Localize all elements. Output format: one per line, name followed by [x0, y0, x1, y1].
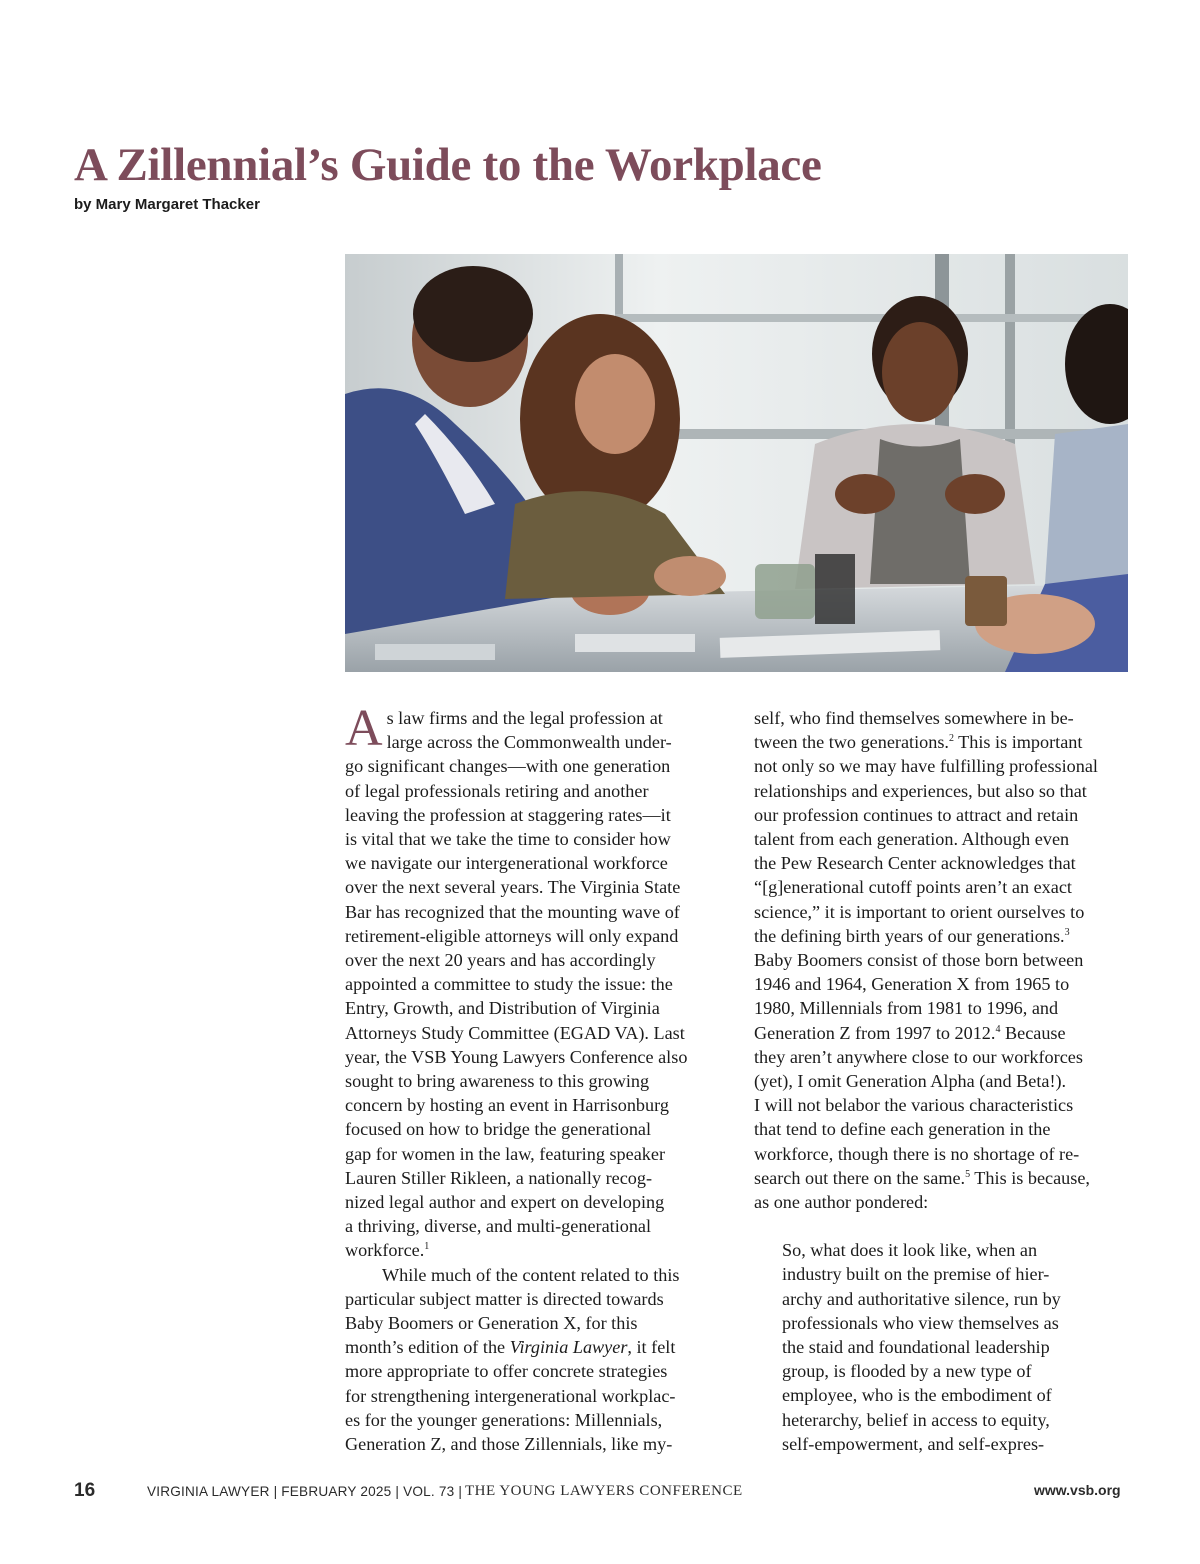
body-text-line: gap for women in the law, featuring speaker	[345, 1143, 666, 1164]
body-text-line: a thriving, diverse, and multi-generational	[345, 1216, 652, 1237]
footnote-marker: 3	[1064, 926, 1070, 938]
body-text-line: of legal professionals retiring and another	[345, 780, 649, 801]
article-byline: by Mary Margaret Thacker	[74, 196, 260, 213]
body-text-line: over the next 20 years and has accordingly	[345, 950, 656, 971]
body-text-line: for strengthening intergenerational workplac-	[345, 1385, 676, 1406]
blockquote-line: the staid and foundational leadership	[782, 1337, 1050, 1358]
body-text-line: science,” it is important to orient ourselves to	[754, 901, 1085, 922]
blockquote-line: heterarchy, belief in access to equity,	[782, 1409, 1050, 1430]
body-text-line: Baby Boomers consist of those born between	[754, 950, 1084, 971]
body-text-line: is vital that we take the time to consider how	[345, 829, 671, 850]
body-text-line: s law firms and the legal profession at	[386, 708, 663, 728]
body-text-line: not only so we may have fulfilling professional	[754, 756, 1098, 777]
body-text-line: talent from each generation. Although even	[754, 829, 1070, 850]
blockquote-line: industry built on the premise of hier-	[782, 1264, 1050, 1285]
footer-publication: VIRGINIA LAWYER | FEBRUARY 2025 | VOL. 73 |	[147, 1484, 463, 1499]
blockquote-line: self-empowerment, and self-expres-	[782, 1433, 1045, 1454]
page-footer	[0, 1482, 1200, 1506]
body-text-line: we navigate our intergenerational workforce	[345, 853, 668, 874]
body-text-line: the defining birth years of our generations.$^3$	[754, 925, 1070, 946]
body-text-line: appointed a committee to study the issue: the	[345, 974, 673, 995]
body-text-line: tween the two generations.$^2$ This is important	[754, 732, 1083, 753]
body-text-line: Entry, Growth, and Distribution of Virginia	[345, 998, 660, 1019]
meeting-photo	[345, 254, 1128, 672]
body-text-line: Bar has recognized that the mounting wave of	[345, 901, 680, 922]
blockquote-line: So, what does it look like, when an	[782, 1240, 1038, 1261]
body-text-line: they aren’t anywhere close to our workforces	[754, 1046, 1083, 1067]
left-column	[345, 700, 725, 1456]
body-text-line: 1946 and 1964, Generation X from 1965 to	[754, 974, 1070, 995]
body-text-line: our profession continues to attract and retain	[754, 804, 1079, 825]
body-text-line: es for the younger generations: Millennials,	[345, 1409, 663, 1430]
footer-url[interactable]: www.vsb.org	[1034, 1482, 1121, 1498]
meeting-photo-illustration	[345, 254, 1128, 672]
page-number: 16	[74, 1480, 96, 1501]
body-text-line: as one author pondered:	[754, 1192, 929, 1213]
blockquote-line: group, is flooded by a new type of	[782, 1361, 1032, 1382]
body-text-line: the Pew Research Center acknowledges that	[754, 853, 1076, 874]
body-text-line: Baby Boomers or Generation X, for this	[345, 1313, 638, 1334]
body-text-line: (yet), I omit Generation Alpha (and Beta!).	[754, 1071, 1067, 1092]
body-text-line: sought to bring awareness to this growing	[345, 1071, 650, 1092]
body-text-line: workforce.$^1$	[345, 1240, 430, 1261]
body-text-line: Generation Z, and those Zillennials, like my-	[345, 1434, 673, 1455]
body-text-line: concern by hosting an event in Harrisonburg	[345, 1095, 669, 1116]
body-text-line: focused on how to bridge the generational	[345, 1119, 652, 1140]
blockquote-line: archy and authoritative silence, run by	[782, 1288, 1061, 1309]
body-text-line: nized legal author and expert on developing	[345, 1192, 665, 1213]
body-text-line: that tend to define each generation in the	[754, 1119, 1051, 1140]
article-title: A Zillennial’s Guide to the Workplace	[74, 139, 822, 191]
body-text-line: “[g]enerational cutoff points aren’t an exact	[754, 877, 1072, 898]
body-text-line: self, who find themselves somewhere in be-	[754, 708, 1074, 728]
blockquote-line: employee, who is the embodiment of	[782, 1385, 1052, 1406]
footnote-marker: 1	[424, 1241, 430, 1253]
footer-section: THE YOUNG LAWYERS CONFERENCE	[465, 1483, 743, 1499]
body-text-line: month’s edition of the Virginia Lawyer, it felt	[345, 1337, 676, 1358]
body-text-line: search out there on the same.$^5$ This is because,	[754, 1167, 1090, 1188]
body-text-line: over the next several years. The Virginia State	[345, 877, 681, 898]
body-text-line: 1980, Millennials from 1981 to 1996, and	[754, 998, 1059, 1019]
body-text-line: large across the Commonwealth under-	[386, 732, 672, 753]
footnote-marker: 5	[965, 1168, 971, 1180]
body-text-line: particular subject matter is directed towards	[345, 1288, 664, 1309]
body-text-line: relationships and experiences, but also so that	[754, 780, 1087, 801]
right-column	[754, 706, 1130, 1456]
footnote-marker: 4	[995, 1023, 1001, 1035]
body-text-line: Attorneys Study Committee (EGAD VA). Last	[345, 1022, 685, 1043]
blockquote-line: professionals who view themselves as	[782, 1312, 1059, 1333]
body-text-line: retirement-eligible attorneys will only expand	[345, 925, 679, 946]
body-text-line: more appropriate to offer concrete strategies	[345, 1361, 668, 1382]
body-text-line: workforce, though there is no shortage of re-	[754, 1143, 1080, 1164]
blockquote	[754, 1238, 1130, 1456]
body-text-line: Generation Z from 1997 to 2012.$^4$ Because	[754, 1022, 1066, 1043]
body-text-line: year, the VSB Young Lawyers Conference also	[345, 1046, 688, 1067]
body-text-line: While much of the content related to this	[382, 1264, 680, 1285]
body-text-line: leaving the profession at staggering rates—it	[345, 804, 671, 825]
body-text-line: I will not belabor the various characteristics	[754, 1095, 1074, 1116]
body-text-line: Lauren Stiller Rikleen, a nationally recog-	[345, 1167, 653, 1188]
body-text-line: go significant changes—with one generation	[345, 756, 671, 777]
dropcap: A	[345, 700, 383, 757]
footnote-marker: 2	[948, 733, 954, 745]
